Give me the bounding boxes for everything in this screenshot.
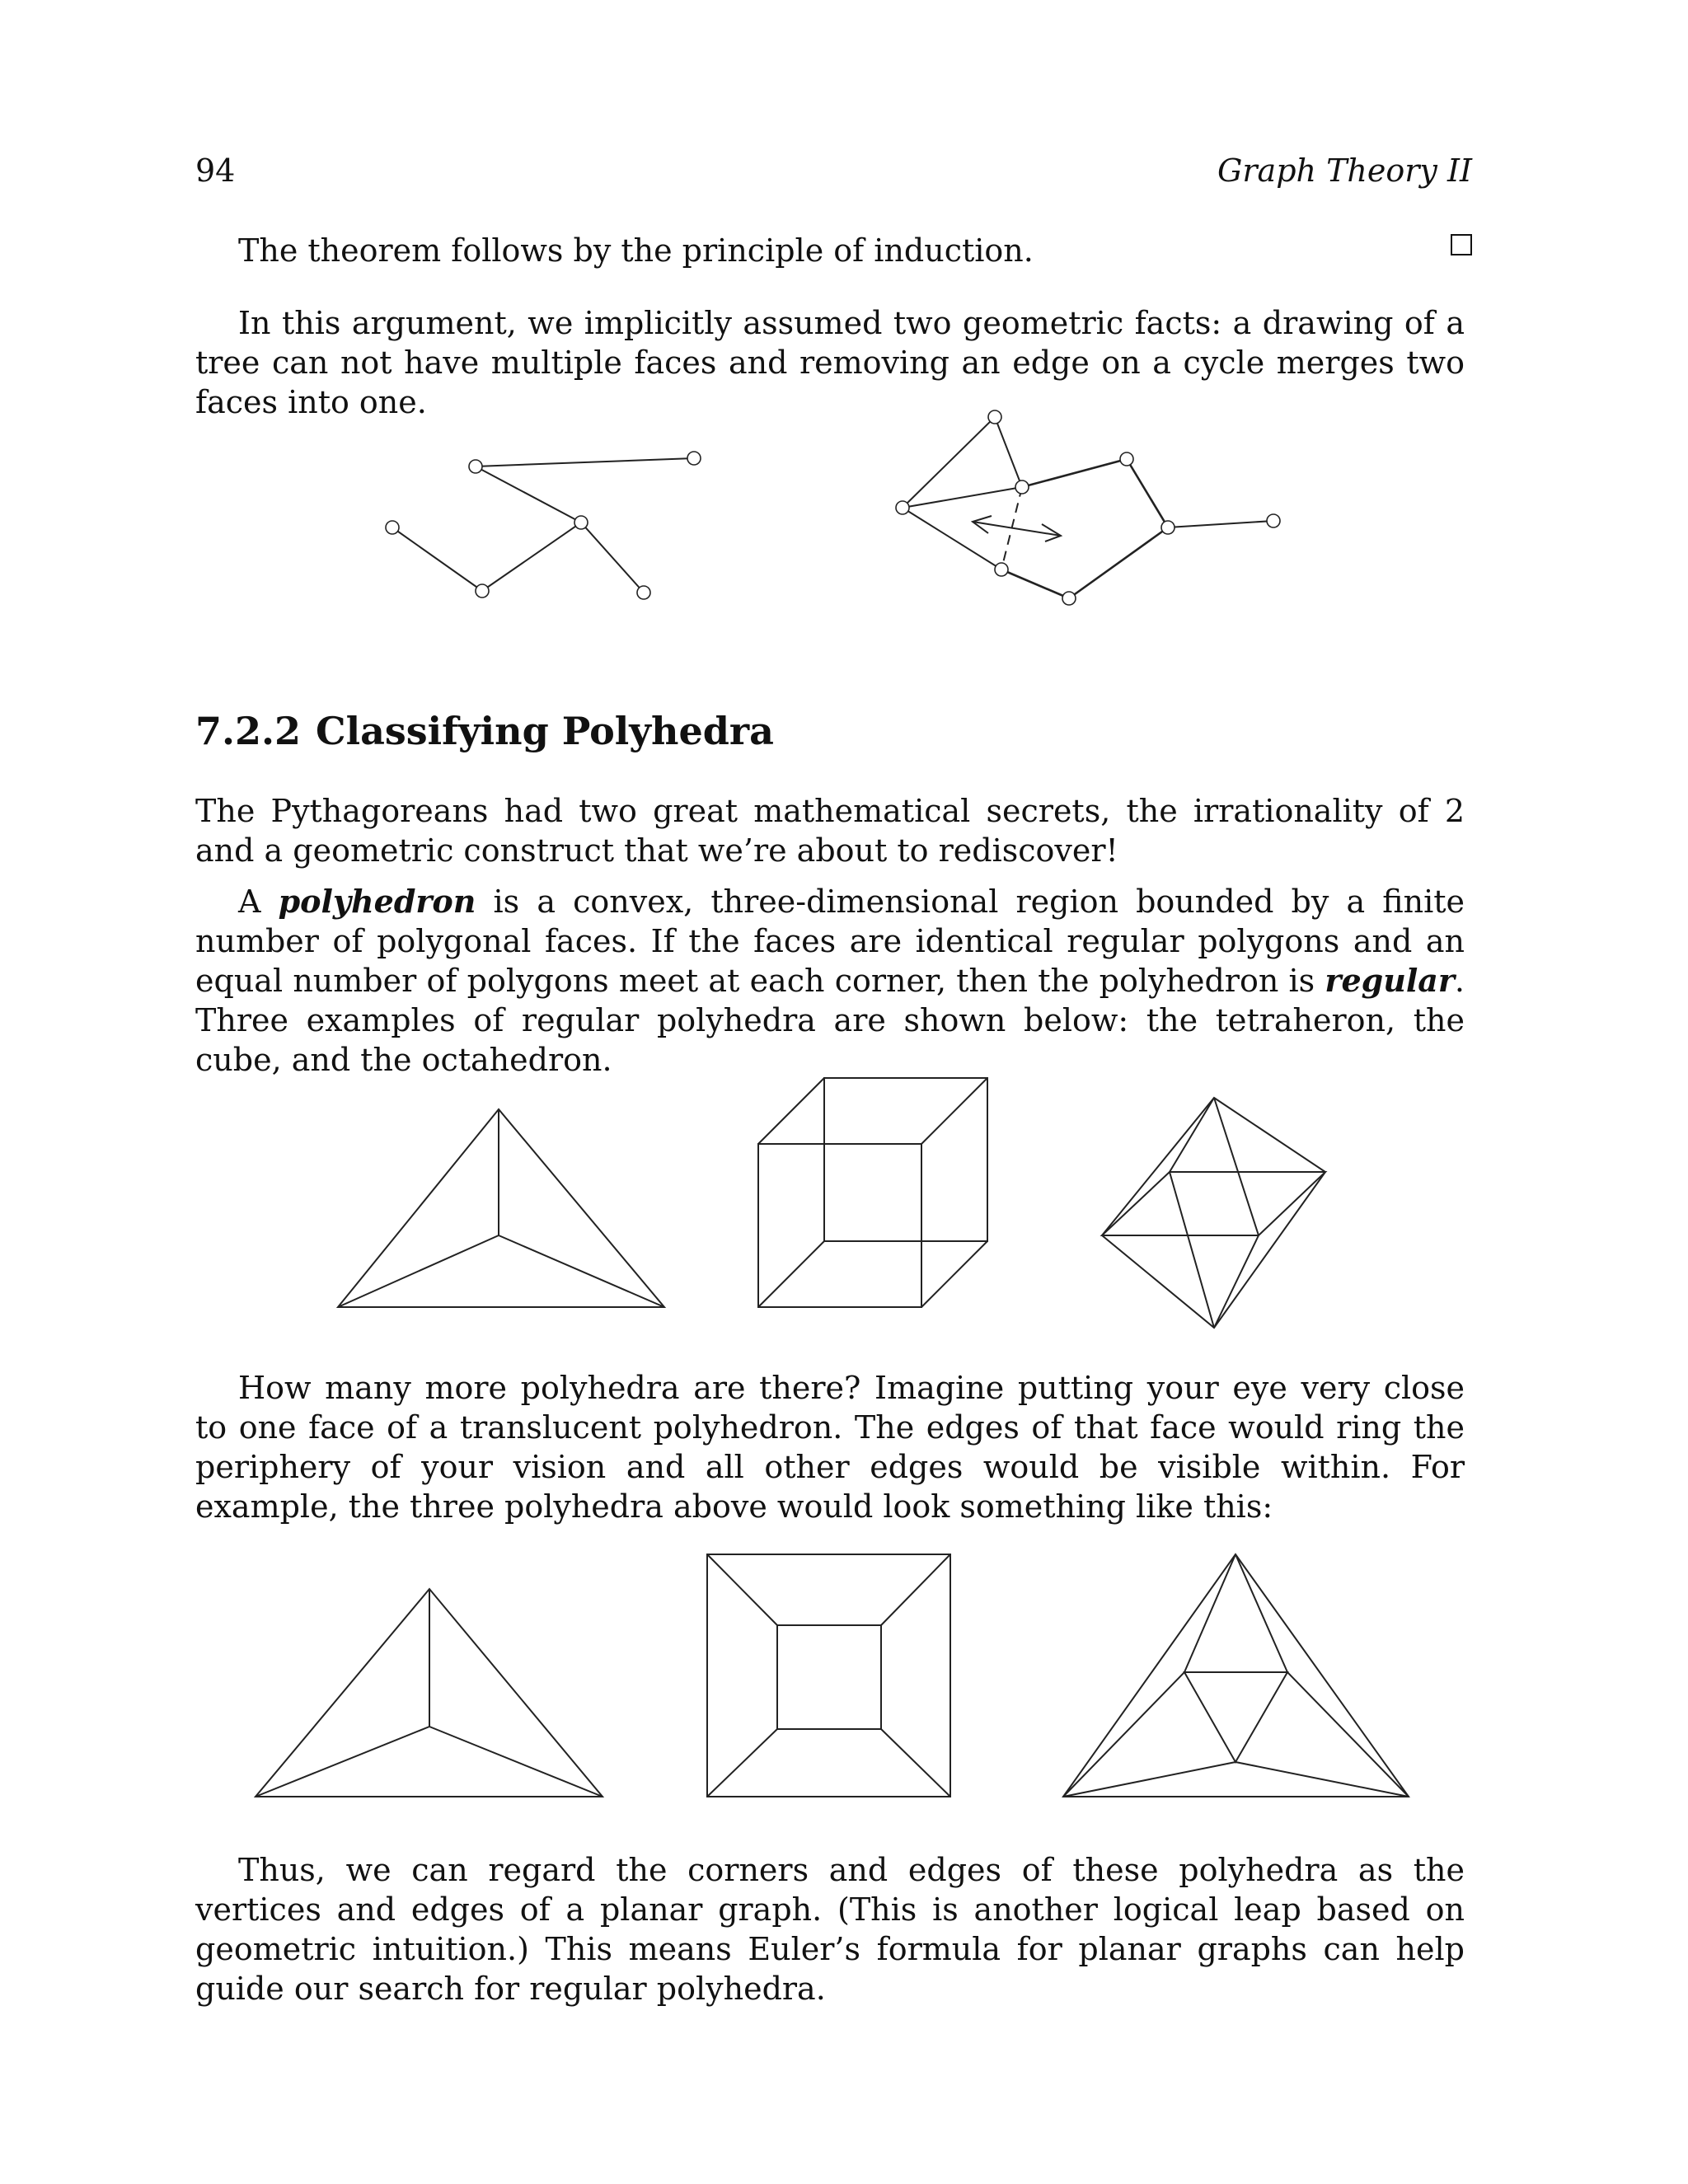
octahedron-planar-graph (1063, 1554, 1409, 1797)
paragraph-how-many: How many more polyhedra are there? Imagine putting your eye very close to one face of a translucent polyhedron. The edges of that face would ring the periphery of your vision and all other edges would be visible within. For example, the three polyhedra above would look something like this: (195, 1370, 1465, 1525)
section-number: 7.2.2 (195, 709, 302, 753)
page-number: 94 (195, 152, 236, 189)
polyhedron-text-part1: A (238, 883, 279, 920)
paragraph-thus: Thus, we can regard the corners and edges of these polyhedra as the vertices and edges of a planar graph. (This is another logical leap based on geometric intuition.) This means Euler’s formula for planar graphs can help guide our search for regular polyhedra. (195, 1852, 1465, 2007)
section-title: Classifying Polyhedra (316, 709, 774, 753)
running-title: Graph Theory II (1217, 152, 1472, 189)
term-polyhedron: polyhedron (278, 883, 476, 920)
paragraph-geometric-facts: In this argument, we implicitly assumed two geometric facts: a drawing of a tree can not have multiple faces and removing an edge on a cycle merges two faces into one. (195, 305, 1465, 420)
tetrahedron-planar-graph (256, 1589, 603, 1797)
cube-planar-graph (707, 1554, 950, 1797)
polyhedron-text-part3: . Three examples of regular polyhedra are shown below: the tetraheron, the cube, and the octahedron. (195, 963, 1465, 1078)
term-regular: regular (1325, 962, 1455, 999)
polyhedron-text-part2: is a convex, three-dimensional region bounded by a finite number of polygonal faces. If the faces are identical regular polygons and an equal number of polygons meet at each corner, then the polyhedron is (195, 883, 1465, 999)
proof-conclusion: The theorem follows by the principle of induction. (238, 232, 1034, 269)
paragraph-pythagoreans: The Pythagoreans had two great mathematical secrets, the irrationality of 2 and a geometric construct that we’re about to rediscover! (195, 793, 1465, 869)
